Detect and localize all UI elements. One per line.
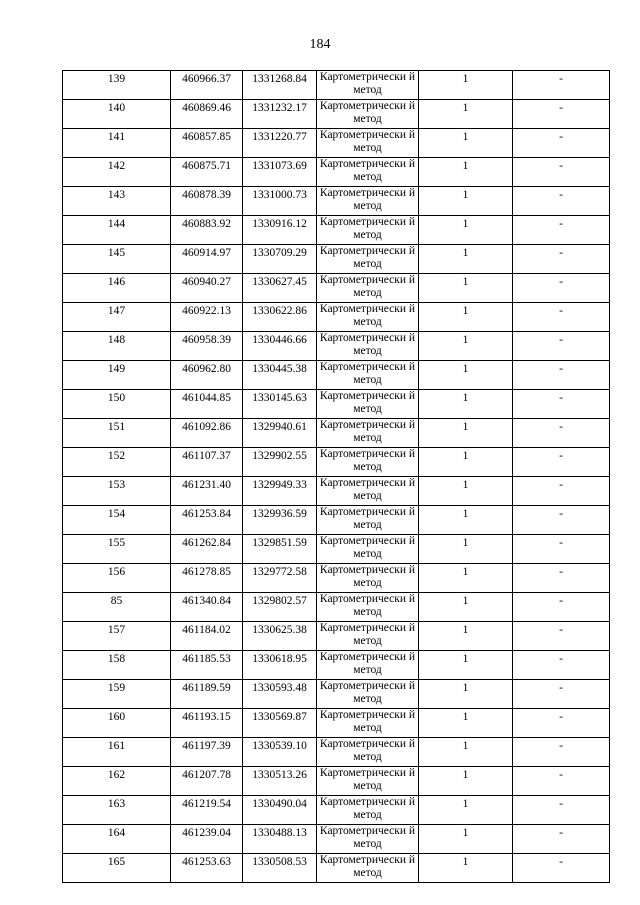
x-coordinate-cell: 460940.27	[171, 274, 243, 303]
x-coordinate-cell: 461092.86	[171, 419, 243, 448]
point-number-cell: 152	[63, 448, 171, 477]
table-row	[63, 158, 610, 187]
table-row	[63, 361, 610, 390]
y-coordinate-cell: 1331000.73	[243, 187, 317, 216]
table-row	[63, 854, 610, 883]
accuracy-cell: 1	[419, 709, 513, 738]
method-cell: Картометрически й метод	[317, 767, 419, 796]
y-coordinate-cell: 1330508.53	[243, 854, 317, 883]
table-row	[63, 129, 610, 158]
accuracy-cell: 1	[419, 651, 513, 680]
note-cell: -	[513, 564, 610, 593]
accuracy-cell: 1	[419, 216, 513, 245]
point-number-cell: 85	[63, 593, 171, 622]
point-number-cell: 156	[63, 564, 171, 593]
y-coordinate-cell: 1330625.38	[243, 622, 317, 651]
accuracy-cell: 1	[419, 71, 513, 100]
x-coordinate-cell: 461253.63	[171, 854, 243, 883]
accuracy-cell: 1	[419, 361, 513, 390]
method-cell: Картометрически й метод	[317, 100, 419, 129]
y-coordinate-cell: 1330513.26	[243, 767, 317, 796]
method-cell: Картометрически й метод	[317, 390, 419, 419]
x-coordinate-cell: 460922.13	[171, 303, 243, 332]
accuracy-cell: 1	[419, 332, 513, 361]
accuracy-cell: 1	[419, 535, 513, 564]
note-cell: -	[513, 303, 610, 332]
point-number-cell: 139	[63, 71, 171, 100]
y-coordinate-cell: 1330622.86	[243, 303, 317, 332]
point-number-cell: 160	[63, 709, 171, 738]
x-coordinate-cell: 460883.92	[171, 216, 243, 245]
note-cell: -	[513, 854, 610, 883]
y-coordinate-cell: 1329936.59	[243, 506, 317, 535]
note-cell: -	[513, 187, 610, 216]
accuracy-cell: 1	[419, 419, 513, 448]
table-row	[63, 71, 610, 100]
coordinates-table	[62, 70, 610, 883]
note-cell: -	[513, 216, 610, 245]
method-cell: Картометрически й метод	[317, 216, 419, 245]
method-cell: Картометрически й метод	[317, 825, 419, 854]
x-coordinate-cell: 461239.04	[171, 825, 243, 854]
x-coordinate-cell: 461185.53	[171, 651, 243, 680]
table-row	[63, 390, 610, 419]
table-row	[63, 506, 610, 535]
table-row	[63, 825, 610, 854]
note-cell: -	[513, 738, 610, 767]
x-coordinate-cell: 461278.85	[171, 564, 243, 593]
method-cell: Картометрически й метод	[317, 535, 419, 564]
x-coordinate-cell: 460914.97	[171, 245, 243, 274]
note-cell: -	[513, 709, 610, 738]
x-coordinate-cell: 461231.40	[171, 477, 243, 506]
method-cell: Картометрически й метод	[317, 158, 419, 187]
coordinates-table-body	[63, 71, 610, 883]
x-coordinate-cell: 461340.84	[171, 593, 243, 622]
table-row	[63, 187, 610, 216]
x-coordinate-cell: 460857.85	[171, 129, 243, 158]
method-cell: Картометрически й метод	[317, 274, 419, 303]
y-coordinate-cell: 1331073.69	[243, 158, 317, 187]
x-coordinate-cell: 461189.59	[171, 680, 243, 709]
note-cell: -	[513, 361, 610, 390]
accuracy-cell: 1	[419, 129, 513, 158]
method-cell: Картометрически й метод	[317, 796, 419, 825]
x-coordinate-cell: 460966.37	[171, 71, 243, 100]
point-number-cell: 157	[63, 622, 171, 651]
accuracy-cell: 1	[419, 796, 513, 825]
method-cell: Картометрически й метод	[317, 71, 419, 100]
y-coordinate-cell: 1330539.10	[243, 738, 317, 767]
x-coordinate-cell: 461044.85	[171, 390, 243, 419]
note-cell: -	[513, 593, 610, 622]
x-coordinate-cell: 461207.78	[171, 767, 243, 796]
note-cell: -	[513, 680, 610, 709]
accuracy-cell: 1	[419, 680, 513, 709]
table-row	[63, 738, 610, 767]
note-cell: -	[513, 390, 610, 419]
point-number-cell: 140	[63, 100, 171, 129]
method-cell: Картометрически й метод	[317, 129, 419, 158]
note-cell: -	[513, 796, 610, 825]
accuracy-cell: 1	[419, 593, 513, 622]
table-row	[63, 245, 610, 274]
point-number-cell: 145	[63, 245, 171, 274]
point-number-cell: 143	[63, 187, 171, 216]
point-number-cell: 142	[63, 158, 171, 187]
point-number-cell: 165	[63, 854, 171, 883]
y-coordinate-cell: 1329772.58	[243, 564, 317, 593]
method-cell: Картометрически й метод	[317, 593, 419, 622]
method-cell: Картометрически й метод	[317, 738, 419, 767]
accuracy-cell: 1	[419, 448, 513, 477]
accuracy-cell: 1	[419, 767, 513, 796]
x-coordinate-cell: 461253.84	[171, 506, 243, 535]
method-cell: Картометрически й метод	[317, 709, 419, 738]
point-number-cell: 147	[63, 303, 171, 332]
method-cell: Картометрически й метод	[317, 622, 419, 651]
point-number-cell: 146	[63, 274, 171, 303]
method-cell: Картометрически й метод	[317, 506, 419, 535]
note-cell: -	[513, 129, 610, 158]
y-coordinate-cell: 1329902.55	[243, 448, 317, 477]
accuracy-cell: 1	[419, 622, 513, 651]
y-coordinate-cell: 1330569.87	[243, 709, 317, 738]
note-cell: -	[513, 825, 610, 854]
x-coordinate-cell: 461184.02	[171, 622, 243, 651]
note-cell: -	[513, 506, 610, 535]
accuracy-cell: 1	[419, 738, 513, 767]
y-coordinate-cell: 1331232.17	[243, 100, 317, 129]
point-number-cell: 154	[63, 506, 171, 535]
accuracy-cell: 1	[419, 825, 513, 854]
table-row	[63, 332, 610, 361]
note-cell: -	[513, 477, 610, 506]
point-number-cell: 162	[63, 767, 171, 796]
accuracy-cell: 1	[419, 187, 513, 216]
point-number-cell: 159	[63, 680, 171, 709]
y-coordinate-cell: 1331220.77	[243, 129, 317, 158]
y-coordinate-cell: 1330145.63	[243, 390, 317, 419]
x-coordinate-cell: 460875.71	[171, 158, 243, 187]
y-coordinate-cell: 1330445.38	[243, 361, 317, 390]
x-coordinate-cell: 461262.84	[171, 535, 243, 564]
table-row	[63, 419, 610, 448]
note-cell: -	[513, 71, 610, 100]
point-number-cell: 148	[63, 332, 171, 361]
accuracy-cell: 1	[419, 100, 513, 129]
accuracy-cell: 1	[419, 390, 513, 419]
y-coordinate-cell: 1331268.84	[243, 71, 317, 100]
accuracy-cell: 1	[419, 477, 513, 506]
point-number-cell: 141	[63, 129, 171, 158]
point-number-cell: 149	[63, 361, 171, 390]
method-cell: Картометрически й метод	[317, 651, 419, 680]
y-coordinate-cell: 1329949.33	[243, 477, 317, 506]
note-cell: -	[513, 158, 610, 187]
accuracy-cell: 1	[419, 506, 513, 535]
x-coordinate-cell: 460962.80	[171, 361, 243, 390]
accuracy-cell: 1	[419, 854, 513, 883]
method-cell: Картометрически й метод	[317, 854, 419, 883]
point-number-cell: 163	[63, 796, 171, 825]
y-coordinate-cell: 1330490.04	[243, 796, 317, 825]
x-coordinate-cell: 461193.15	[171, 709, 243, 738]
point-number-cell: 151	[63, 419, 171, 448]
note-cell: -	[513, 535, 610, 564]
method-cell: Картометрически й метод	[317, 245, 419, 274]
point-number-cell: 153	[63, 477, 171, 506]
table-row	[63, 535, 610, 564]
method-cell: Картометрически й метод	[317, 419, 419, 448]
point-number-cell: 144	[63, 216, 171, 245]
y-coordinate-cell: 1330446.66	[243, 332, 317, 361]
table-row	[63, 796, 610, 825]
y-coordinate-cell: 1330709.29	[243, 245, 317, 274]
y-coordinate-cell: 1330593.48	[243, 680, 317, 709]
y-coordinate-cell: 1330627.45	[243, 274, 317, 303]
table-row	[63, 709, 610, 738]
accuracy-cell: 1	[419, 245, 513, 274]
note-cell: -	[513, 767, 610, 796]
table-row	[63, 680, 610, 709]
y-coordinate-cell: 1330618.95	[243, 651, 317, 680]
table-row	[63, 767, 610, 796]
point-number-cell: 158	[63, 651, 171, 680]
table-row	[63, 622, 610, 651]
x-coordinate-cell: 461197.39	[171, 738, 243, 767]
table-row	[63, 100, 610, 129]
note-cell: -	[513, 651, 610, 680]
method-cell: Картометрически й метод	[317, 680, 419, 709]
accuracy-cell: 1	[419, 564, 513, 593]
note-cell: -	[513, 622, 610, 651]
point-number-cell: 161	[63, 738, 171, 767]
x-coordinate-cell: 460869.46	[171, 100, 243, 129]
method-cell: Картометрически й метод	[317, 564, 419, 593]
note-cell: -	[513, 245, 610, 274]
method-cell: Картометрически й метод	[317, 332, 419, 361]
point-number-cell: 155	[63, 535, 171, 564]
method-cell: Картометрически й метод	[317, 448, 419, 477]
point-number-cell: 164	[63, 825, 171, 854]
y-coordinate-cell: 1330916.12	[243, 216, 317, 245]
accuracy-cell: 1	[419, 158, 513, 187]
table-row	[63, 303, 610, 332]
note-cell: -	[513, 419, 610, 448]
point-number-cell: 150	[63, 390, 171, 419]
table-row	[63, 216, 610, 245]
table-row	[63, 448, 610, 477]
y-coordinate-cell: 1329802.57	[243, 593, 317, 622]
method-cell: Картометрически й метод	[317, 477, 419, 506]
note-cell: -	[513, 274, 610, 303]
method-cell: Картометрически й метод	[317, 187, 419, 216]
table-row	[63, 274, 610, 303]
table-row	[63, 564, 610, 593]
table-row	[63, 477, 610, 506]
table-row	[63, 651, 610, 680]
method-cell: Картометрически й метод	[317, 361, 419, 390]
method-cell: Картометрически й метод	[317, 303, 419, 332]
accuracy-cell: 1	[419, 274, 513, 303]
x-coordinate-cell: 461107.37	[171, 448, 243, 477]
x-coordinate-cell: 461219.54	[171, 796, 243, 825]
x-coordinate-cell: 460878.39	[171, 187, 243, 216]
x-coordinate-cell: 460958.39	[171, 332, 243, 361]
y-coordinate-cell: 1330488.13	[243, 825, 317, 854]
page-number: 184	[309, 37, 331, 52]
note-cell: -	[513, 100, 610, 129]
y-coordinate-cell: 1329851.59	[243, 535, 317, 564]
accuracy-cell: 1	[419, 303, 513, 332]
y-coordinate-cell: 1329940.61	[243, 419, 317, 448]
note-cell: -	[513, 332, 610, 361]
note-cell: -	[513, 448, 610, 477]
table-row	[63, 593, 610, 622]
